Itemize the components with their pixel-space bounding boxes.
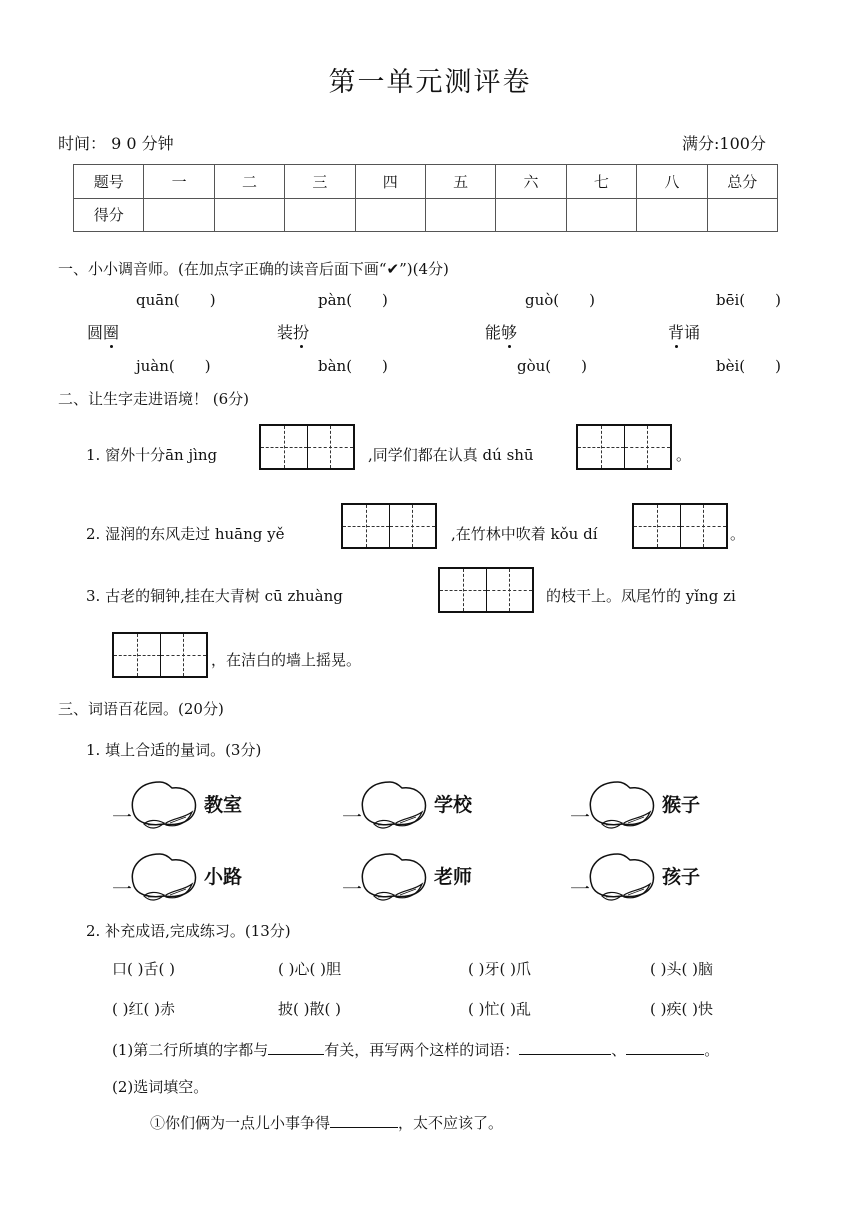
word-beisong	[668, 320, 700, 343]
question-text: ①你们俩为一点儿小事争得	[150, 1114, 331, 1132]
question-text: 有关，再写两个这样的词语：	[324, 1041, 520, 1059]
peach-icon	[352, 848, 447, 908]
dotted-char: 扮	[293, 323, 310, 342]
peach-icon	[352, 776, 447, 836]
score-cell[interactable]	[355, 198, 425, 232]
score-table-header: 二	[214, 165, 284, 199]
measure-noun: 小路	[204, 866, 243, 888]
score-cell[interactable]	[566, 198, 636, 232]
score-table-header: 四	[355, 165, 425, 199]
score-cell[interactable]	[707, 198, 777, 232]
score-cell[interactable]	[425, 198, 495, 232]
measure-item[interactable]	[342, 776, 532, 836]
q3-text-b: 的枝干上。凤尾竹的 yǐng zi	[546, 587, 736, 605]
section3-heading: 三、词语百花园。(20分)	[58, 700, 224, 718]
question-2-1	[112, 1039, 719, 1060]
tianzige-box[interactable]	[438, 567, 534, 613]
question-2-2: (2)选词填空。	[112, 1078, 209, 1096]
peach-icon	[580, 848, 675, 908]
q3-text-c: ，在洁白的墙上摇晃。	[211, 651, 362, 669]
measure-noun: 猴子	[662, 794, 701, 816]
idiom-blank[interactable]: ( )心( )胆	[278, 960, 341, 978]
answer-blank[interactable]	[626, 1040, 704, 1055]
score-table-header: 题号	[74, 165, 144, 199]
answer-blank[interactable]	[268, 1040, 324, 1055]
tianzige-box[interactable]	[259, 424, 355, 470]
idiom-blank[interactable]: 披( )散( )	[278, 1000, 341, 1018]
question-text: 。	[704, 1041, 720, 1059]
idiom-blank[interactable]: 口( )舌( )	[112, 960, 175, 978]
score-cell[interactable]	[144, 198, 214, 232]
word-char: 能	[485, 323, 502, 342]
measure-item[interactable]	[112, 848, 302, 908]
question-text: ，太不应该了。	[398, 1114, 504, 1132]
q1-text-a: 1. 窗外十分ān jìng	[86, 446, 218, 464]
pinyin-option[interactable]: quān( )	[136, 291, 216, 309]
measure-prefix: 一	[112, 805, 132, 829]
question-2-2-1	[150, 1112, 503, 1133]
question-text: 、	[611, 1041, 627, 1059]
answer-blank[interactable]	[519, 1040, 611, 1055]
measure-item[interactable]	[112, 776, 302, 836]
measure-prefix: 一	[342, 805, 362, 829]
pinyin-option[interactable]: bēi( )	[716, 291, 781, 309]
peach-icon	[580, 776, 675, 836]
idiom-blank[interactable]: ( )牙( )爪	[468, 960, 531, 978]
score-table-header-row	[74, 165, 778, 199]
measure-prefix: 一	[570, 877, 590, 901]
score-cell[interactable]	[214, 198, 284, 232]
score-table	[73, 164, 778, 232]
sub1-heading: 1. 填上合适的量词。(3分)	[86, 741, 262, 759]
score-table-header: 六	[496, 165, 566, 199]
answer-blank[interactable]	[330, 1113, 398, 1128]
idiom-blank[interactable]: ( )疾( )快	[650, 1000, 713, 1018]
word-char: 圆	[87, 323, 104, 342]
q3-text-a: 3. 古老的铜钟,挂在大青树 cū zhuàng	[86, 587, 343, 605]
pinyin-option[interactable]: guò( )	[525, 291, 595, 309]
tianzige-box[interactable]	[341, 503, 437, 549]
q2-text-a: 2. 湿润的东风走过 huāng yě	[86, 525, 285, 543]
page-title: 第一单元测评卷	[328, 67, 532, 98]
score-cell[interactable]	[285, 198, 355, 232]
measure-item[interactable]	[570, 776, 760, 836]
full-score: 满分:100分	[682, 134, 766, 153]
measure-noun: 孩子	[662, 866, 701, 888]
sub2-heading: 2. 补充成语,完成练习。(13分)	[86, 922, 291, 940]
measure-prefix: 一	[342, 877, 362, 901]
score-table-header: 七	[566, 165, 636, 199]
pinyin-option[interactable]: gòu( )	[517, 357, 587, 375]
word-nenggou	[485, 320, 517, 343]
tianzige-box[interactable]	[576, 424, 672, 470]
measure-item[interactable]	[342, 848, 532, 908]
idiom-blank[interactable]: ( )头( )脑	[650, 960, 713, 978]
score-row-label: 得分	[74, 198, 144, 232]
dotted-char: 背	[668, 323, 685, 342]
pinyin-option[interactable]: bèi( )	[716, 357, 781, 375]
dotted-char: 圈	[103, 323, 120, 342]
measure-noun: 学校	[434, 794, 473, 816]
word-char: 诵	[684, 323, 701, 342]
dotted-char: 够	[501, 323, 518, 342]
score-table-header: 八	[637, 165, 707, 199]
question-text: (1)第二行所填的字都与	[112, 1041, 269, 1059]
idiom-blank[interactable]: ( )忙( )乱	[468, 1000, 531, 1018]
measure-noun: 教室	[204, 794, 243, 816]
tianzige-box[interactable]	[112, 632, 208, 678]
measure-prefix: 一	[112, 877, 132, 901]
word-zhuangban	[277, 320, 309, 343]
pinyin-option[interactable]: pàn( )	[318, 291, 388, 309]
q1-text-c: 。	[676, 446, 692, 464]
word-char: 装	[277, 323, 294, 342]
time-limit: 时间： 9 0 分钟	[58, 134, 174, 153]
score-cell[interactable]	[637, 198, 707, 232]
q1-text-b: ,同学们都在认真 dú shū	[368, 446, 534, 464]
score-table-score-row	[74, 198, 778, 232]
peach-icon	[122, 776, 217, 836]
q2-text-c: 。	[730, 525, 746, 543]
score-cell[interactable]	[496, 198, 566, 232]
pinyin-option[interactable]: bàn( )	[318, 357, 388, 375]
idiom-blank[interactable]: ( )红( )赤	[112, 1000, 175, 1018]
score-table-header: 五	[425, 165, 495, 199]
measure-noun: 老师	[434, 866, 473, 888]
measure-prefix: 一	[570, 805, 590, 829]
section2-heading: 二、让生字走进语境！ (6分)	[58, 390, 250, 408]
score-table-header: 总分	[707, 165, 777, 199]
measure-item[interactable]	[570, 848, 760, 908]
score-table-header: 三	[285, 165, 355, 199]
word-yuanquan	[87, 320, 119, 343]
peach-icon	[122, 848, 217, 908]
pinyin-option[interactable]: juàn( )	[136, 357, 211, 375]
section1-heading: 一、小小调音师。(在加点字正确的读音后面下画“✔”)(4分)	[58, 260, 449, 278]
score-table-header: 一	[144, 165, 214, 199]
q2-text-b: ,在竹林中吹着 kǒu dí	[451, 525, 598, 543]
tianzige-box[interactable]	[632, 503, 728, 549]
